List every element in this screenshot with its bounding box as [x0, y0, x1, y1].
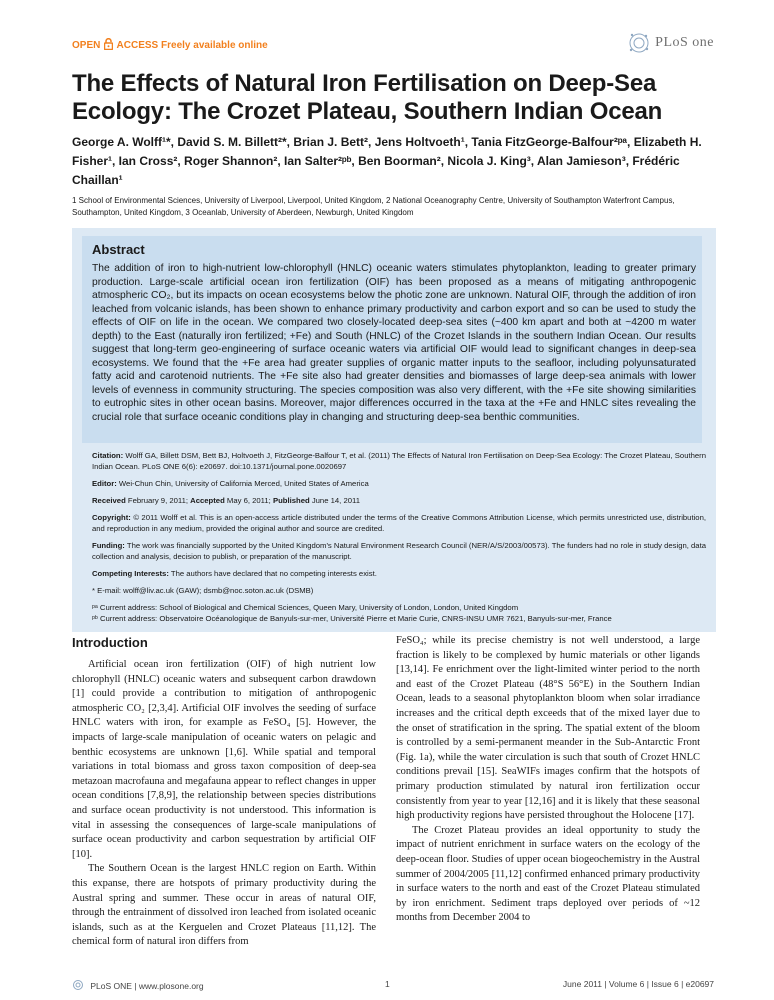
citation: Citation: Wolff GA, Billett DSM, Bett BJ, Holtvoeth J, FitzGeorge-Balfour T, et al. (2011) The Effects of Natural Iron Fertilisation on Deep-Sea Ecology: The Crozet Plateau, Southern Indian Ocean. PLoS ONE 6(6): e20697. doi:10.1371/journal.pone.0020697 [92, 451, 706, 471]
competing-interests: Competing Interests: The authors have declared that no competing interests exist. [92, 569, 377, 578]
open-access-lock-icon [104, 38, 113, 53]
intro-paragraph-3: FeSO₄; while its precise chemistry is not well understood, a large fraction is likely to be complexed by humic materials or other ligands [13,14]. Fe enrichment over the light-limited winter period to the north and east of the Crozet Plateau (48°S 56°E) in the Southern Indian Ocean, leads to a seasonal phytoplankton bloom when solar irradiance increases and the critical depth exceeds that of the mixed layer due to the onset of stratification in the spring. The spatial extent of the bloom is controlled by a semi-permanent meander in the Sub-Antarctic Front (Fig. 1a), while the water circulation is such that south of Crozet HNLC conditions prevail [15]. SeaWIFs images confirm that the hotspots of primary production stimulated by natural iron fertilization occur consistently from year to year [12,16] and it is likely that these seasonal high productivity regions have persisted throughout the Holocene [17]. [396, 635, 700, 822]
page-number: 1 [385, 979, 390, 989]
abstract-heading: Abstract [92, 242, 145, 257]
access-label: ACCESS [116, 40, 159, 51]
journal-logo-text: PLoS one [655, 35, 714, 50]
intro-paragraph-1: Artificial ocean iron fertilization (OIF) of high nutrient low chlorophyll (HNLC) oceanic waters and subsequent carbon drawdown [1] could provide a contribution to mitigation of anthropogenic atmospheric CO₂ [2,3,4]. Artificial OIF involves the seeding of surface HNLC waters with iron, for example as FeSO₄ [5]. However, the impacts of large-scale manipulation of oceanic waters on pelagic and benthic ecosystems are unknown [1,6]. While spatial and temporal variations in total biomass and gross taxon composition of deep-sea metazoan macrofauna and megafauna appear to reflect changes in upper ocean conditions [7,8,9], the relationship between species distributions and surface ocean productivity is not understood. This information is vital in assessing the consequences of large-scale manipulations of surface ocean productivity and carbon sequestration by artificial OIF [10]. [72, 659, 376, 860]
right-column [396, 634, 700, 926]
plos-one-logo [627, 30, 714, 60]
plos-footer-icon [72, 979, 84, 993]
introduction-heading: Introduction [72, 635, 148, 650]
copyright: Copyright: © 2011 Wolff et al. This is an open-access article distributed under the terms of the Creative Commons Attribution License, which permits unrestricted use, distribution, and reproduction in any medium, provided the original author and source are credited. [92, 513, 706, 533]
dates: Received February 9, 2011; Accepted May 6, 2011; Published June 14, 2011 [92, 496, 360, 505]
affiliations: 1 School of Environmental Sciences, University of Liverpool, Liverpool, United Kingdom, 2 National Oceanography Centre, University of Southampton Waterfront Campus, Southampton, United Kingdom, 3 Oceanlab, University of Aberdeen, Newburgh, United Kingdom [72, 196, 675, 217]
journal-header [72, 30, 714, 62]
funding: Funding: The work was financially supported by the United Kingdom's Natural Environment Research Council (NER/A/S/2003/00573). The funders had no role in study design, data collection and analysis, decision to publish, or preparation of the manuscript. [92, 541, 706, 561]
open-access-banner [72, 38, 268, 53]
intro-paragraph-4: The Crozet Plateau provides an ideal opportunity to study the impact of nutrient enrichment in surface waters on the ecology of the deep-ocean floor. Studies of upper ocean biogeochemistry in the Austral summer of 2004/2005 [11,12] confirmed enhanced primary productivity in surface waters to the north and east of the Crozet Plateau stimulated by iron enrichment. Sediment traps deployed over periods of ~12 months from December 2004 to [396, 824, 700, 924]
abstract-panel [82, 236, 702, 443]
open-label: OPEN [72, 40, 101, 51]
abstract-box [72, 228, 716, 632]
article-metadata [92, 450, 706, 624]
intro-paragraph-2: The Southern Ocean is the largest HNLC region on Earth. Within this expanse, there are hotspots of primary productivity during the Austral spring and summer. These occur in areas of natural OIF, through the entrainment of dissolved iron leached from isolated oceanic islands, such as at the Kerguelen and Crozet Plateaus [11,12]. The chemical form of natural iron differs from [72, 863, 376, 948]
abstract-text: The addition of iron to high-nutrient low-chlorophyll (HNLC) oceanic waters stimulates phytoplankton, leading to greater primary production. Large-scale artificial ocean iron fertilization (OIF) has been proposed as a means of mitigating anthropogenic atmospheric CO₂, but its impacts on ocean ecosystems below the photic zone are unknown. Natural OIF, through the addition of iron leached from volcanic islands, has been shown to enhance primary productivity and carbon export and so can be used to study the effects of OIF on life in the ocean. We compared two closely-located deep-sea sites (~400 km apart and both at ~4200 m water depth) to the East (naturally iron fertilized; +Fe) and South (HNLC) of the Crozet Islands in the southern Indian Ocean. Our results suggest that long-term geo-engineering of surface oceanic waters via artificial OIF would lead to significant changes in deep-sea ecosystems. We found that the +Fe area had greater supplies of organic matter inputs to the seafloor, including polyunsaturated fatty acid and carotenoid nutrients. The +Fe site also had greater densities and biomasses of large deep-sea animals with lower levels of evenness in community structuring. The species composition was also very different, with the +Fe site showing similarities to eutrophic sites in other ocean basins. Moreover, major differences occurred in the taxa at the +Fe and HNLC sites revealing the crucial role that surface oceanic conditions play in changing and structuring deep-sea benthic communities. [92, 263, 696, 423]
page-footer [72, 976, 714, 992]
freely-available-label: Freely available online [161, 40, 268, 51]
current-address-b: ᵖᵇ Current address: Observatoire Océanologique de Banyuls-sur-mer, Université Pierre et Marie Curie, CNRS-INSU UMR 7621, Banyuls-sur-mer, France [92, 614, 612, 623]
issue-info: June 2011 | Volume 6 | Issue 6 | e20697 [562, 979, 714, 989]
article-title: The Effects of Natural Iron Fertilisation on Deep-Sea Ecology: The Crozet Plateau, Southern Indian Ocean [72, 70, 663, 125]
author-list: George A. Wolff¹*, David S. M. Billett²*, Brian J. Bett², Jens Holtvoeth¹, Tania FitzGeorge-Balfour²ᵖᵃ, Elizabeth H. Fisher¹, Ian Cross², Roger Shannon², Ian Salter²ᵖᵇ, Ben Boorman², Nicola J. King³, Alan Jamieson³, Frédéric Chaillan¹ [72, 135, 702, 187]
email: * E-mail: wolff@liv.ac.uk (GAW); dsmb@noc.soton.ac.uk (DSMB) [92, 586, 314, 595]
current-address-a: ᵖᵃ Current address: School of Biological and Chemical Sciences, Queen Mary, University of London, London, United Kingdom [92, 603, 519, 612]
editor: Editor: Wei-Chun Chin, University of California Merced, United States of America [92, 479, 369, 488]
left-column [72, 658, 376, 950]
plos-globe-icon [627, 30, 651, 56]
journal-website[interactable]: PLoS ONE | www.plosone.org [90, 981, 204, 991]
